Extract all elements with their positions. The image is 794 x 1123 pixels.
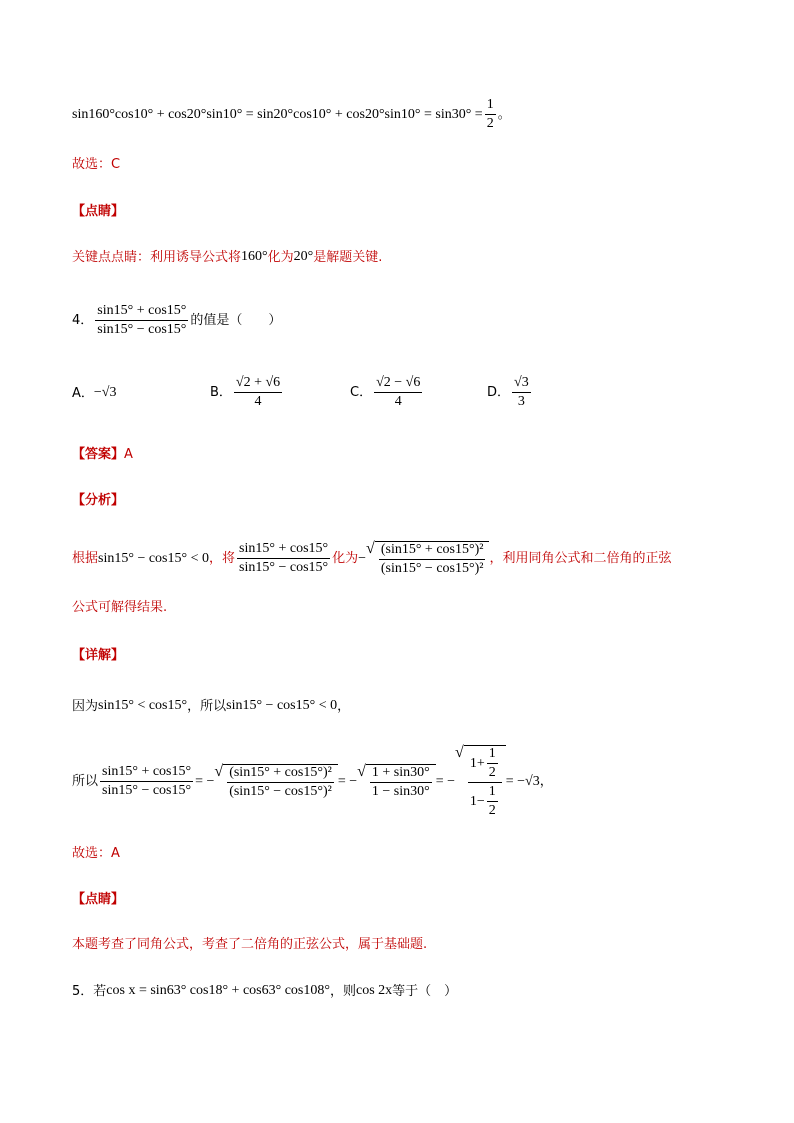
option-c-fraction: $\frac{√2 - √6}{4}$ <box>376 375 421 409</box>
sqrt-icon: √ <box>214 763 224 780</box>
answer-value: A <box>124 447 133 462</box>
analysis-minus: − <box>358 550 367 566</box>
detail-radical-3: √ 1+ $\frac{1}{2}$ 1− $\frac{1}{2}$ <box>455 745 506 818</box>
question-5-target: cos 2x <box>355 983 393 998</box>
question-5-stem: 5． 若 cos x = sin63° cos18° + cos63° cos108° ，则 cos 2x 等于（ ） <box>72 983 458 999</box>
period: 。 <box>497 107 511 122</box>
tip-heading: 【点睛】 <box>72 204 125 219</box>
option-b-fraction: $\frac{√2 + √6}{4}$ <box>235 375 281 409</box>
analysis-fraction: $\frac{\sin 15^\circ + \cos 15^\circ}{\sin 15^\circ - \cos 15^\circ}$ <box>239 541 329 575</box>
detail-line-1: 因为 sin15° < cos15° ，所以 sin15° − cos15° < 0 ， <box>72 698 351 714</box>
tip-text-line: 关键点点睛：利用诱导公式将 160° 化为 20° 是解题关键. <box>72 249 383 265</box>
detail-radical-1: √ $\frac{\text{(sin15° + cos15°)²}}{\text{(sin15° − cos15°)²}}$ <box>214 764 337 799</box>
tip-degree-20: 20° <box>293 249 314 264</box>
sqrt-icon: √ <box>366 540 375 557</box>
solution-formula-line <box>72 98 511 131</box>
option-a: A． −√3 <box>72 385 117 401</box>
choice-line-2: 故选： A <box>72 846 120 861</box>
option-b: B． $\frac{√2 + √6}{4}$ <box>210 375 281 409</box>
analysis-line-1: 根据 sin15° − cos15° < 0 ，将 $\frac{\sin 15^\circ + \cos 15^\circ}{\sin 15^\circ - \cos 15^\circ}$ 化为 − √ $\frac{\text{(sin15° + cos15°)²}}{\text{(sin15° − cos15°)²}}$ ，利用同角公式和二倍角的正弦 <box>72 540 672 576</box>
analysis-condition: sin15° − cos15° < 0 <box>98 550 210 566</box>
detail-line-2: 所以 $\frac{\sin 15^\circ + \cos 15^\circ}{\sin 15^\circ - \cos 15^\circ}$ = − √ $\frac{\text{(sin15° + cos15°)²}}{\text{(sin15° − cos15°)²}}$ = − √ $\frac{1 + \sin 30^\circ}{1 - \sin 30^\circ}$ = − √ 1+ $\frac{1}{2}$ 1− $\frac{1}{2}$ = −√3 ， <box>72 744 553 818</box>
detail-heading: 【详解】 <box>72 648 125 663</box>
answer-heading: 【答案】 <box>72 447 125 462</box>
question-5-formula: cos x = sin63° cos18° + cos63° cos108° <box>106 983 330 998</box>
choice-value: C <box>111 157 121 172</box>
detail-radical-2: √ $\frac{1 + \sin 30^\circ}{1 - \sin 30^\circ}$ <box>357 764 436 799</box>
option-a-value: −√3 <box>93 385 117 400</box>
analysis-heading: 【分析】 <box>72 493 125 508</box>
question-4-stem: 4． $\frac{\sin 15^\circ + \cos 15^\circ}{\sin 15^\circ - \cos 15^\circ}$ 的值是（ ） <box>72 303 282 337</box>
choice-label: 故选： <box>72 157 112 172</box>
question-fraction: $\frac{\sin 15^\circ + \cos 15^\circ}{\sin 15^\circ - \cos 15^\circ}$ <box>97 303 187 337</box>
answer-line <box>72 448 133 461</box>
tip-heading-2: 【点睛】 <box>72 892 125 907</box>
choice-line <box>72 158 120 171</box>
option-d: D． $\frac{√3}{3}$ <box>487 375 529 409</box>
sqrt-icon: √ <box>357 763 366 780</box>
question-number: 4． <box>72 313 94 328</box>
sqrt-icon: √ <box>455 744 464 761</box>
analysis-radical: √ $\frac{\text{(sin15° + cos15°)²}}{\text{(sin15° − cos15°)²}}$ <box>366 541 489 576</box>
detail-fraction-1: $\frac{\sin 15^\circ + \cos 15^\circ}{\sin 15^\circ - \cos 15^\circ}$ <box>102 764 192 798</box>
trig-identity-formula: sin160°cos10° + cos20°sin10° = sin20°cos10° + cos20°sin10° = sin30° = <box>72 106 483 122</box>
tip-text-2: 本题考查了同角公式，考查了二倍角的正弦公式，属于基础题. <box>72 937 428 952</box>
option-d-fraction: $\frac{√3}{3}$ <box>514 375 529 409</box>
one-half-fraction: $\frac{1}{2}$ <box>486 97 494 131</box>
tip-degree-160: 160° <box>241 249 268 264</box>
analysis-line-2: 公式可解得结果. <box>72 600 168 615</box>
option-c: C． $\frac{√2 - √6}{4}$ <box>350 375 421 409</box>
